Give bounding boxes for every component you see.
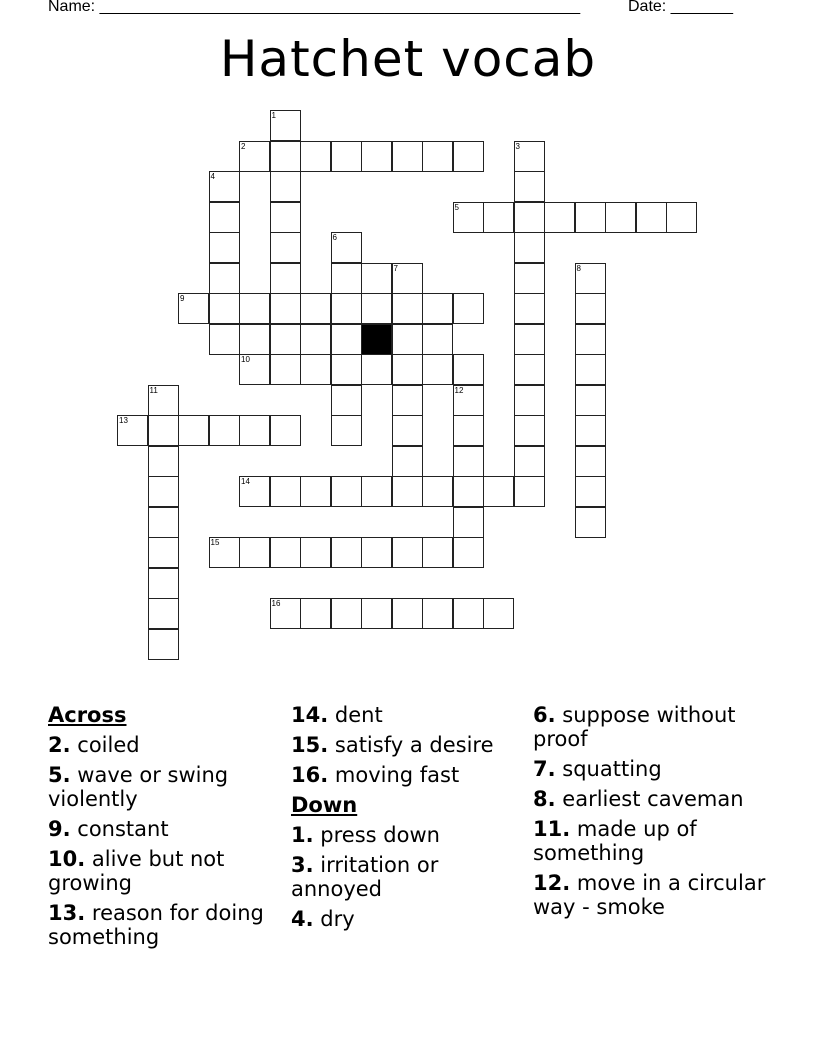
clue-number: 8 [576, 263, 581, 273]
clue-number: 7 [393, 263, 398, 273]
clue-number: 6 [332, 233, 337, 242]
grid-cell[interactable] [453, 537, 484, 568]
grid-cell[interactable] [514, 324, 545, 355]
clue-across-2: 2. coiled [48, 733, 140, 757]
grid-cell[interactable] [483, 598, 514, 629]
clue-across-10: 10. alive but not growing [48, 847, 225, 895]
clue-column-3 [533, 703, 783, 925]
grid-cell[interactable] [392, 476, 423, 507]
clue-down-7: 7. squatting [533, 757, 662, 781]
grid-cell[interactable] [331, 141, 362, 172]
grid-cell[interactable] [422, 476, 453, 507]
clue-down-12: 12. move in a circular way - smoke [533, 871, 766, 919]
grid-cell[interactable] [514, 476, 545, 507]
clue-column-1 [48, 703, 268, 955]
grid-cell[interactable] [544, 202, 575, 233]
grid-cell[interactable] [392, 141, 423, 172]
grid-cell[interactable] [300, 537, 331, 568]
clue-across-9: 9. constant [48, 817, 169, 841]
name-field-label: Name: ______________________________________________________ [48, 0, 581, 15]
grid-cell[interactable] [422, 537, 453, 568]
clue-number: 15 [210, 538, 220, 547]
clue-across-16: 16. moving fast [291, 763, 460, 787]
down-heading: Down [291, 793, 358, 817]
grid-cell[interactable] [209, 415, 240, 446]
grid-cell[interactable] [300, 598, 331, 629]
grid-cell[interactable] [239, 293, 270, 324]
grid-cell[interactable] [392, 537, 423, 568]
grid-cell[interactable] [422, 324, 453, 355]
grid-cell[interactable] [575, 476, 606, 507]
clue-across-14: 14. dent [291, 703, 383, 727]
grid-cell[interactable] [239, 141, 270, 172]
grid-cell[interactable] [575, 202, 606, 233]
grid-cell[interactable] [300, 141, 331, 172]
grid-cell[interactable] [148, 598, 179, 629]
grid-cell[interactable] [453, 385, 484, 416]
grid-cell[interactable] [209, 171, 240, 202]
clue-number: 5 [454, 202, 459, 212]
grid-cell[interactable] [483, 202, 514, 233]
grid-cell[interactable] [270, 415, 301, 446]
grid-cell[interactable] [300, 324, 331, 355]
grid-cell[interactable] [514, 446, 545, 477]
clue-across-15: 15. satisfy a desire [291, 733, 494, 757]
grid-cell[interactable] [209, 232, 240, 263]
grid-cell[interactable] [361, 141, 392, 172]
grid-cell[interactable] [331, 598, 362, 629]
grid-cell[interactable] [209, 324, 240, 355]
grid-cell[interactable] [453, 507, 484, 538]
grid-cell[interactable] [361, 598, 392, 629]
grid-cell[interactable] [209, 293, 240, 324]
grid-cell[interactable] [239, 354, 270, 385]
clue-down-1: 1. press down [291, 823, 440, 847]
grid-cell[interactable] [178, 293, 209, 324]
grid-cell[interactable] [605, 202, 636, 233]
page-title: Hatchet vocab [219, 30, 597, 88]
grid-cell[interactable] [300, 354, 331, 385]
grid-cell[interactable] [392, 293, 423, 324]
grid-cell[interactable] [270, 598, 301, 629]
grid-cell[interactable] [453, 354, 484, 385]
grid-cell[interactable] [331, 476, 362, 507]
grid-cell[interactable] [148, 507, 179, 538]
grid-cell[interactable] [514, 202, 545, 233]
grid-cell[interactable] [239, 476, 270, 507]
grid-cell[interactable] [148, 385, 179, 416]
grid-cell[interactable] [514, 354, 545, 385]
grid-cell[interactable] [422, 354, 453, 385]
clue-across-13: 13. reason for doing something [48, 901, 264, 949]
clue-number: 1 [271, 111, 276, 120]
grid-cell[interactable] [514, 232, 545, 263]
grid-cell[interactable] [514, 263, 545, 294]
grid-cell[interactable] [331, 324, 362, 355]
grid-cell[interactable] [300, 293, 331, 324]
grid-cell[interactable] [575, 263, 606, 294]
grid-cell[interactable] [514, 385, 545, 416]
grid-cell[interactable] [453, 476, 484, 507]
grid-cell[interactable] [148, 476, 179, 507]
clue-number: 14 [241, 477, 250, 486]
across-heading: Across [48, 703, 127, 727]
grid-cell[interactable] [331, 385, 362, 416]
grid-cell[interactable] [575, 324, 606, 355]
grid-cell[interactable] [392, 598, 423, 629]
grid-cell[interactable] [666, 202, 697, 233]
grid-cell[interactable] [453, 415, 484, 446]
grid-cell[interactable] [239, 324, 270, 355]
grid-cell[interactable] [361, 537, 392, 568]
grid-cell[interactable] [422, 293, 453, 324]
grid-cell[interactable] [392, 263, 423, 294]
grid-cell[interactable] [575, 293, 606, 324]
clue-number: 16 [271, 599, 281, 608]
grid-cell[interactable] [361, 293, 392, 324]
clue-number: 12 [454, 385, 464, 395]
grid-cell[interactable] [270, 232, 301, 263]
clue-across-5: 5. wave or swing violently [48, 763, 229, 811]
grid-cell[interactable] [392, 324, 423, 355]
clue-down-3: 3. irritation or annoyed [291, 853, 439, 901]
grid-cell[interactable] [361, 354, 392, 385]
grid-cell[interactable] [270, 141, 301, 172]
clue-down-6: 6. suppose without proof [533, 703, 736, 751]
grid-cell[interactable] [331, 232, 362, 263]
clue-number: 13 [119, 416, 128, 425]
grid-cell[interactable] [392, 385, 423, 416]
grid-cell[interactable] [575, 385, 606, 416]
grid-cell[interactable] [239, 537, 270, 568]
grid-cell[interactable] [575, 446, 606, 477]
grid-cell[interactable] [514, 415, 545, 446]
grid-cell[interactable] [392, 354, 423, 385]
grid-cell[interactable] [331, 293, 362, 324]
grid-cell[interactable] [514, 293, 545, 324]
grid-cell[interactable] [514, 171, 545, 202]
grid-cell[interactable] [453, 598, 484, 629]
grid-cell[interactable] [178, 415, 209, 446]
grid-cell[interactable] [392, 446, 423, 477]
grid-cell[interactable] [300, 476, 331, 507]
clue-down-8: 8. earliest caveman [533, 787, 744, 811]
grid-cell[interactable] [453, 141, 484, 172]
grid-cell[interactable] [331, 354, 362, 385]
grid-cell[interactable] [270, 202, 301, 233]
grid-cell[interactable] [270, 293, 301, 324]
grid-cell[interactable] [422, 598, 453, 629]
grid-cell[interactable] [270, 263, 301, 294]
grid-cell[interactable] [239, 415, 270, 446]
grid-cell[interactable] [575, 354, 606, 385]
date-field-label: Date: _______ [628, 0, 733, 15]
grid-cell[interactable] [483, 476, 514, 507]
grid-cell[interactable] [575, 507, 606, 538]
clue-down-4: 4. dry [291, 907, 355, 931]
grid-cell[interactable] [148, 415, 179, 446]
grid-cell[interactable] [331, 537, 362, 568]
grid-cell[interactable] [422, 141, 453, 172]
grid-cell[interactable] [453, 293, 484, 324]
grid-cell[interactable] [453, 202, 484, 233]
grid-cell[interactable] [575, 415, 606, 446]
grid-cell[interactable] [117, 415, 148, 446]
grid-cell[interactable] [270, 537, 301, 568]
grid-cell[interactable] [361, 476, 392, 507]
grid-cell[interactable] [148, 537, 179, 568]
grid-cell[interactable] [270, 324, 301, 355]
grid-cell[interactable] [209, 537, 240, 568]
grid-cell[interactable] [453, 446, 484, 477]
clue-column-2 [291, 703, 521, 937]
clue-down-11: 11. made up of something [533, 817, 697, 865]
grid-cell[interactable] [361, 263, 392, 294]
grid-cell[interactable] [270, 110, 301, 141]
clue-number: 10 [241, 355, 250, 364]
grid-cell[interactable] [270, 476, 301, 507]
grid-cell[interactable] [636, 202, 667, 233]
grid-cell[interactable] [209, 263, 240, 294]
grid-cell[interactable] [148, 568, 179, 599]
grid-cell[interactable] [331, 263, 362, 294]
grid-block [361, 324, 392, 355]
grid-cell[interactable] [270, 171, 301, 202]
clue-number: 4 [210, 172, 215, 181]
grid-cell[interactable] [331, 415, 362, 446]
grid-cell[interactable] [209, 202, 240, 233]
grid-cell[interactable] [514, 141, 545, 172]
clue-number: 11 [149, 385, 158, 395]
clue-number: 3 [515, 141, 520, 151]
clue-number: 2 [241, 141, 246, 151]
grid-cell[interactable] [392, 415, 423, 446]
grid-cell[interactable] [148, 629, 179, 660]
grid-cell[interactable] [148, 446, 179, 477]
clue-number: 9 [180, 294, 185, 303]
grid-cell[interactable] [270, 354, 301, 385]
